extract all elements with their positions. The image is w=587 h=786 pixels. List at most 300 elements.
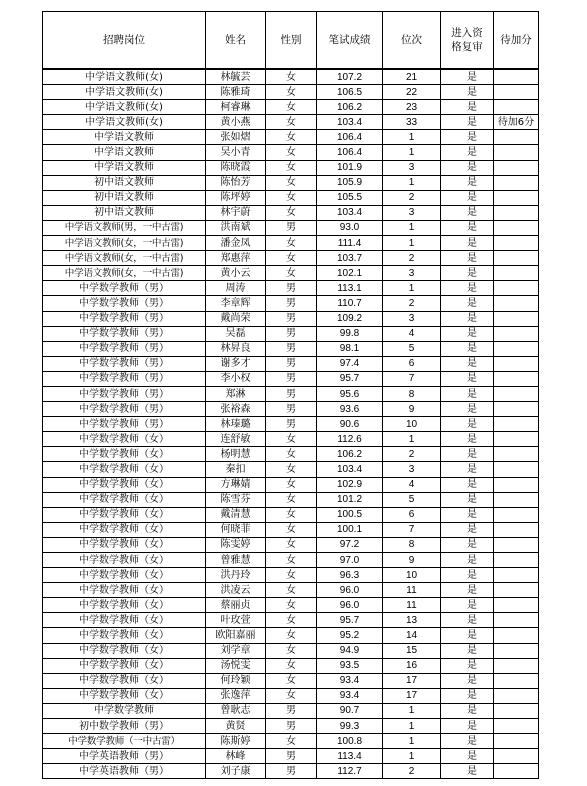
row-bonus-cell bbox=[494, 402, 539, 417]
row-name-cell: 刘子康 bbox=[206, 764, 266, 779]
row-rank-cell: 2 bbox=[383, 190, 441, 205]
row-score-cell: 105.5 bbox=[317, 190, 383, 205]
row-post-cell: 中学数学教师（女） bbox=[43, 643, 206, 658]
row-rank-cell: 1 bbox=[383, 432, 441, 447]
row-qualified-cell bbox=[441, 266, 494, 281]
qualified-value: 是 bbox=[467, 403, 477, 415]
table-row bbox=[43, 658, 539, 673]
row-bonus-cell bbox=[494, 145, 539, 160]
row-bonus-cell bbox=[494, 477, 539, 492]
row-bonus-cell bbox=[494, 432, 539, 447]
row-score-cell: 96.3 bbox=[317, 568, 383, 583]
row-rank-cell: 3 bbox=[383, 205, 441, 220]
row-rank-cell: 3 bbox=[383, 462, 441, 477]
row-rank-cell: 21 bbox=[383, 69, 441, 85]
row-qualified-cell bbox=[441, 281, 494, 296]
table-row bbox=[43, 537, 539, 552]
row-post-cell: 中学英语教师（男） bbox=[43, 749, 206, 764]
row-score-cell: 95.7 bbox=[317, 613, 383, 628]
row-sex-cell: 女 bbox=[266, 688, 317, 703]
row-sex-cell: 女 bbox=[266, 160, 317, 175]
row-post-cell: 初中语文教师 bbox=[43, 205, 206, 220]
row-score-cell: 99.3 bbox=[317, 719, 383, 734]
row-qualified-cell bbox=[441, 583, 494, 598]
table-row bbox=[43, 356, 539, 371]
row-bonus-cell bbox=[494, 85, 539, 100]
table-row bbox=[43, 598, 539, 613]
row-name-cell: 蔡丽贞 bbox=[206, 598, 266, 613]
row-name-cell: 陈斯婷 bbox=[206, 734, 266, 749]
table-row bbox=[43, 673, 539, 688]
row-rank-cell: 5 bbox=[383, 341, 441, 356]
row-sex-cell: 女 bbox=[266, 69, 317, 85]
row-name-cell: 陈怡芳 bbox=[206, 175, 266, 190]
row-score-cell: 106.5 bbox=[317, 85, 383, 100]
row-score-cell: 98.1 bbox=[317, 341, 383, 356]
row-rank-cell: 11 bbox=[383, 598, 441, 613]
row-name-cell: 汤悦雯 bbox=[206, 658, 266, 673]
row-score-cell: 113.4 bbox=[317, 749, 383, 764]
row-score-cell: 93.4 bbox=[317, 673, 383, 688]
row-sex-cell: 女 bbox=[266, 492, 317, 507]
qualified-value: 是 bbox=[467, 418, 477, 430]
row-name-cell: 林峰 bbox=[206, 749, 266, 764]
qualified-value: 是 bbox=[467, 358, 477, 370]
row-rank-cell: 9 bbox=[383, 553, 441, 568]
row-rank-cell: 6 bbox=[383, 356, 441, 371]
qualified-value: 是 bbox=[467, 147, 477, 159]
row-bonus-cell bbox=[494, 190, 539, 205]
row-name-cell: 刘学章 bbox=[206, 643, 266, 658]
row-bonus-cell bbox=[494, 386, 539, 401]
row-rank-cell: 3 bbox=[383, 160, 441, 175]
row-sex-cell: 女 bbox=[266, 553, 317, 568]
row-rank-cell: 7 bbox=[383, 522, 441, 537]
row-sex-cell: 女 bbox=[266, 477, 317, 492]
table-row bbox=[43, 175, 539, 190]
row-name-cell: 曾雅慧 bbox=[206, 553, 266, 568]
row-name-cell: 叶玫萱 bbox=[206, 613, 266, 628]
table-row bbox=[43, 326, 539, 341]
table-row bbox=[43, 628, 539, 643]
table-row bbox=[43, 115, 539, 130]
row-qualified-cell bbox=[441, 703, 494, 718]
row-rank-cell: 4 bbox=[383, 326, 441, 341]
row-bonus-cell bbox=[494, 583, 539, 598]
row-post-cell: 中学语文教师 bbox=[43, 160, 206, 175]
row-name-cell: 陈雯婷 bbox=[206, 537, 266, 552]
table-row bbox=[43, 205, 539, 220]
qualified-value: 是 bbox=[467, 448, 477, 460]
row-post-cell: 中学数学教师（女） bbox=[43, 537, 206, 552]
row-name-cell: 戴尚荣 bbox=[206, 311, 266, 326]
row-name-cell: 洪凌云 bbox=[206, 583, 266, 598]
row-name-cell: 吴小青 bbox=[206, 145, 266, 160]
table-row bbox=[43, 371, 539, 386]
qualified-value: 是 bbox=[467, 71, 477, 83]
row-rank-cell: 13 bbox=[383, 613, 441, 628]
table-row bbox=[43, 553, 539, 568]
row-score-cell: 103.4 bbox=[317, 205, 383, 220]
table-row bbox=[43, 719, 539, 734]
row-post-cell: 中学数学教师（女） bbox=[43, 568, 206, 583]
row-sex-cell: 女 bbox=[266, 537, 317, 552]
row-qualified-cell bbox=[441, 296, 494, 311]
row-score-cell: 97.2 bbox=[317, 537, 383, 552]
row-post-cell: 中学数学教师（女） bbox=[43, 477, 206, 492]
row-score-cell: 90.7 bbox=[317, 703, 383, 718]
table-row bbox=[43, 613, 539, 628]
row-qualified-cell bbox=[441, 236, 494, 251]
row-rank-cell: 9 bbox=[383, 402, 441, 417]
row-sex-cell: 女 bbox=[266, 583, 317, 598]
row-qualified-cell bbox=[441, 432, 494, 447]
row-qualified-cell bbox=[441, 417, 494, 432]
row-rank-cell: 15 bbox=[383, 643, 441, 658]
row-name-cell: 杨明慧 bbox=[206, 447, 266, 462]
row-post-cell: 中学数学教师（女） bbox=[43, 432, 206, 447]
qualified-value: 是 bbox=[467, 524, 477, 536]
row-rank-cell: 1 bbox=[383, 130, 441, 145]
qualified-value: 是 bbox=[467, 690, 477, 702]
row-bonus-cell bbox=[494, 719, 539, 734]
row-bonus-cell bbox=[494, 643, 539, 658]
row-qualified-cell bbox=[441, 673, 494, 688]
row-bonus-cell bbox=[494, 447, 539, 462]
row-bonus-cell bbox=[494, 628, 539, 643]
row-score-cell: 106.2 bbox=[317, 447, 383, 462]
row-post-cell: 中学数学教师（男） bbox=[43, 281, 206, 296]
row-post-cell: 中学数学教师（女） bbox=[43, 673, 206, 688]
row-rank-cell: 23 bbox=[383, 100, 441, 115]
row-bonus-cell bbox=[494, 311, 539, 326]
row-rank-cell: 1 bbox=[383, 719, 441, 734]
table-row bbox=[43, 477, 539, 492]
row-bonus-cell bbox=[494, 688, 539, 703]
row-bonus-cell bbox=[494, 220, 539, 235]
row-sex-cell: 女 bbox=[266, 85, 317, 100]
row-sex-cell: 女 bbox=[266, 568, 317, 583]
row-rank-cell: 3 bbox=[383, 311, 441, 326]
row-bonus-cell bbox=[494, 417, 539, 432]
table-row bbox=[43, 703, 539, 718]
row-name-cell: 谢多才 bbox=[206, 356, 266, 371]
row-post-cell: 中学数学教师（男） bbox=[43, 417, 206, 432]
row-name-cell: 李小权 bbox=[206, 371, 266, 386]
row-name-cell: 陈坪婷 bbox=[206, 190, 266, 205]
table-row bbox=[43, 734, 539, 749]
row-rank-cell: 33 bbox=[383, 115, 441, 130]
qualified-value: 是 bbox=[467, 630, 477, 642]
row-sex-cell: 女 bbox=[266, 507, 317, 522]
row-score-cell: 103.4 bbox=[317, 115, 383, 130]
row-score-cell: 112.6 bbox=[317, 432, 383, 447]
row-post-cell: 中学语文教师(女) bbox=[43, 100, 206, 115]
row-rank-cell: 14 bbox=[383, 628, 441, 643]
row-qualified-cell bbox=[441, 251, 494, 266]
row-post-cell: 中学数学教师（女） bbox=[43, 583, 206, 598]
row-score-cell: 99.8 bbox=[317, 326, 383, 341]
row-rank-cell: 8 bbox=[383, 386, 441, 401]
table-row bbox=[43, 749, 539, 764]
row-score-cell: 107.2 bbox=[317, 69, 383, 85]
row-bonus-cell bbox=[494, 130, 539, 145]
qualified-value: 是 bbox=[467, 86, 477, 98]
row-bonus-cell bbox=[494, 522, 539, 537]
row-score-cell: 95.6 bbox=[317, 386, 383, 401]
row-score-cell: 103.4 bbox=[317, 462, 383, 477]
row-qualified-cell bbox=[441, 85, 494, 100]
row-name-cell: 郑惠萍 bbox=[206, 251, 266, 266]
row-post-cell: 中学数学教师（男） bbox=[43, 341, 206, 356]
row-score-cell: 93.0 bbox=[317, 220, 383, 235]
qualified-value: 是 bbox=[467, 645, 477, 657]
row-sex-cell: 女 bbox=[266, 734, 317, 749]
qualified-value: 是 bbox=[467, 297, 477, 309]
row-bonus-cell bbox=[494, 341, 539, 356]
qualified-value: 是 bbox=[467, 660, 477, 672]
row-bonus-cell bbox=[494, 69, 539, 85]
row-qualified-cell bbox=[441, 568, 494, 583]
row-rank-cell: 2 bbox=[383, 447, 441, 462]
row-bonus-cell: 待加6分 bbox=[494, 115, 539, 130]
table-row bbox=[43, 417, 539, 432]
row-score-cell: 103.7 bbox=[317, 251, 383, 266]
row-score-cell: 111.4 bbox=[317, 236, 383, 251]
row-qualified-cell bbox=[441, 311, 494, 326]
row-post-cell: 中学数学教师（男） bbox=[43, 326, 206, 341]
qualified-value: 是 bbox=[467, 569, 477, 581]
row-qualified-cell bbox=[441, 220, 494, 235]
row-name-cell: 林昇良 bbox=[206, 341, 266, 356]
row-bonus-cell bbox=[494, 266, 539, 281]
row-name-cell: 黄小云 bbox=[206, 266, 266, 281]
row-sex-cell: 男 bbox=[266, 341, 317, 356]
qualified-value: 是 bbox=[467, 584, 477, 596]
table-row bbox=[43, 311, 539, 326]
qualified-value: 是 bbox=[467, 539, 477, 551]
row-qualified-cell bbox=[441, 598, 494, 613]
row-sex-cell: 男 bbox=[266, 326, 317, 341]
row-qualified-cell bbox=[441, 553, 494, 568]
row-sex-cell: 女 bbox=[266, 462, 317, 477]
row-post-cell: 中学语文教师(女，一中古雷) bbox=[43, 236, 206, 251]
row-post-cell: 中学数学教师（男） bbox=[43, 296, 206, 311]
row-rank-cell: 1 bbox=[383, 703, 441, 718]
row-name-cell: 周涛 bbox=[206, 281, 266, 296]
row-rank-cell: 10 bbox=[383, 417, 441, 432]
row-qualified-cell bbox=[441, 145, 494, 160]
row-post-cell: 中学数学教师（男） bbox=[43, 402, 206, 417]
qualified-value: 是 bbox=[467, 162, 477, 174]
table-header bbox=[43, 12, 539, 70]
row-post-cell: 中学英语教师（男） bbox=[43, 764, 206, 779]
row-score-cell: 106.4 bbox=[317, 145, 383, 160]
row-rank-cell: 22 bbox=[383, 85, 441, 100]
row-name-cell: 黄小燕 bbox=[206, 115, 266, 130]
row-score-cell: 100.5 bbox=[317, 507, 383, 522]
results-table bbox=[42, 11, 539, 779]
table-row bbox=[43, 281, 539, 296]
row-bonus-cell bbox=[494, 160, 539, 175]
row-post-cell: 中学数学教师（男） bbox=[43, 386, 206, 401]
row-post-cell: 中学数学教师（女） bbox=[43, 658, 206, 673]
row-post-cell: 中学语文教师(女，一中古雷) bbox=[43, 251, 206, 266]
row-bonus-cell bbox=[494, 507, 539, 522]
row-post-cell: 中学数学教师 bbox=[43, 703, 206, 718]
row-name-cell: 张裕森 bbox=[206, 402, 266, 417]
row-post-cell: 中学数学教师（一中古雷） bbox=[43, 734, 206, 749]
row-qualified-cell bbox=[441, 402, 494, 417]
row-sex-cell: 男 bbox=[266, 281, 317, 296]
row-score-cell: 93.4 bbox=[317, 688, 383, 703]
row-sex-cell: 男 bbox=[266, 371, 317, 386]
row-post-cell: 中学语文教师 bbox=[43, 130, 206, 145]
row-qualified-cell bbox=[441, 160, 494, 175]
table-row bbox=[43, 100, 539, 115]
row-rank-cell: 1 bbox=[383, 236, 441, 251]
qualified-value: 是 bbox=[467, 343, 477, 355]
qualified-value: 是 bbox=[467, 463, 477, 475]
row-qualified-cell bbox=[441, 507, 494, 522]
row-sex-cell: 男 bbox=[266, 703, 317, 718]
row-post-cell: 中学语文教师(女) bbox=[43, 69, 206, 85]
qualified-value: 是 bbox=[467, 313, 477, 325]
row-sex-cell: 男 bbox=[266, 311, 317, 326]
row-post-cell: 中学语文教师(女) bbox=[43, 85, 206, 100]
row-qualified-cell bbox=[441, 205, 494, 220]
header-rank: 位次 bbox=[383, 12, 441, 70]
row-qualified-cell bbox=[441, 492, 494, 507]
row-post-cell: 中学数学教师（女） bbox=[43, 492, 206, 507]
table-row bbox=[43, 130, 539, 145]
row-rank-cell: 1 bbox=[383, 175, 441, 190]
row-score-cell: 97.0 bbox=[317, 553, 383, 568]
row-sex-cell: 女 bbox=[266, 190, 317, 205]
row-score-cell: 101.9 bbox=[317, 160, 383, 175]
table-row bbox=[43, 341, 539, 356]
row-post-cell: 中学数学教师（男） bbox=[43, 371, 206, 386]
row-bonus-cell bbox=[494, 703, 539, 718]
row-sex-cell: 男 bbox=[266, 296, 317, 311]
row-score-cell: 100.8 bbox=[317, 734, 383, 749]
row-score-cell: 112.7 bbox=[317, 764, 383, 779]
row-sex-cell: 女 bbox=[266, 175, 317, 190]
row-sex-cell: 男 bbox=[266, 356, 317, 371]
row-post-cell: 中学数学教师（女） bbox=[43, 522, 206, 537]
table-row bbox=[43, 432, 539, 447]
table-row bbox=[43, 160, 539, 175]
qualified-value: 是 bbox=[467, 765, 477, 777]
row-post-cell: 中学数学教师（女） bbox=[43, 598, 206, 613]
row-post-cell: 中学数学教师（女） bbox=[43, 688, 206, 703]
table-row bbox=[43, 386, 539, 401]
row-post-cell: 初中语文教师 bbox=[43, 190, 206, 205]
table-row bbox=[43, 85, 539, 100]
header-score: 笔试成绩 bbox=[317, 12, 383, 70]
row-sex-cell: 男 bbox=[266, 764, 317, 779]
row-bonus-cell bbox=[494, 356, 539, 371]
row-qualified-cell bbox=[441, 371, 494, 386]
row-rank-cell: 4 bbox=[383, 477, 441, 492]
row-post-cell: 中学数学教师（女） bbox=[43, 462, 206, 477]
row-sex-cell: 女 bbox=[266, 658, 317, 673]
row-name-cell: 林瑧璐 bbox=[206, 417, 266, 432]
row-bonus-cell bbox=[494, 236, 539, 251]
row-bonus-cell bbox=[494, 598, 539, 613]
row-qualified-cell bbox=[441, 462, 494, 477]
row-post-cell: 初中语文教师 bbox=[43, 175, 206, 190]
row-name-cell: 张如熠 bbox=[206, 130, 266, 145]
row-sex-cell: 男 bbox=[266, 749, 317, 764]
row-bonus-cell bbox=[494, 553, 539, 568]
qualified-value: 是 bbox=[467, 207, 477, 219]
row-sex-cell: 女 bbox=[266, 643, 317, 658]
row-score-cell: 96.0 bbox=[317, 598, 383, 613]
qualified-value: 是 bbox=[467, 192, 477, 204]
row-score-cell: 106.4 bbox=[317, 130, 383, 145]
row-name-cell: 何晓菲 bbox=[206, 522, 266, 537]
row-sex-cell: 女 bbox=[266, 628, 317, 643]
row-score-cell: 102.1 bbox=[317, 266, 383, 281]
table-row bbox=[43, 236, 539, 251]
row-bonus-cell bbox=[494, 175, 539, 190]
table-row bbox=[43, 568, 539, 583]
qualified-value: 是 bbox=[467, 705, 477, 717]
row-qualified-cell bbox=[441, 326, 494, 341]
row-qualified-cell bbox=[441, 643, 494, 658]
row-qualified-cell bbox=[441, 749, 494, 764]
row-sex-cell: 女 bbox=[266, 432, 317, 447]
row-sex-cell: 女 bbox=[266, 522, 317, 537]
qualified-value: 是 bbox=[467, 373, 477, 385]
row-rank-cell: 6 bbox=[383, 507, 441, 522]
qualified-value: 是 bbox=[467, 479, 477, 491]
row-name-cell: 潘金凤 bbox=[206, 236, 266, 251]
table-row bbox=[43, 266, 539, 281]
row-rank-cell: 3 bbox=[383, 266, 441, 281]
row-qualified-cell bbox=[441, 613, 494, 628]
row-bonus-cell bbox=[494, 326, 539, 341]
qualified-value: 是 bbox=[467, 328, 477, 340]
row-bonus-cell bbox=[494, 749, 539, 764]
table-row bbox=[43, 643, 539, 658]
row-post-cell: 中学数学教师（女） bbox=[43, 507, 206, 522]
qualified-value: 是 bbox=[467, 222, 477, 234]
row-name-cell: 李章辉 bbox=[206, 296, 266, 311]
row-bonus-cell bbox=[494, 568, 539, 583]
row-qualified-cell bbox=[441, 69, 494, 85]
table-row bbox=[43, 462, 539, 477]
qualified-value: 是 bbox=[467, 750, 477, 762]
header-qualified: 进入资格复审 bbox=[441, 12, 494, 70]
row-sex-cell: 男 bbox=[266, 386, 317, 401]
row-post-cell: 初中数学教师（男） bbox=[43, 719, 206, 734]
row-score-cell: 106.2 bbox=[317, 100, 383, 115]
row-name-cell: 欧阳嘉丽 bbox=[206, 628, 266, 643]
row-post-cell: 中学数学教师（女） bbox=[43, 447, 206, 462]
row-score-cell: 97.4 bbox=[317, 356, 383, 371]
row-sex-cell: 女 bbox=[266, 205, 317, 220]
row-score-cell: 90.6 bbox=[317, 417, 383, 432]
row-qualified-cell bbox=[441, 764, 494, 779]
table-row bbox=[43, 251, 539, 266]
row-sex-cell: 男 bbox=[266, 417, 317, 432]
row-name-cell: 方琳婧 bbox=[206, 477, 266, 492]
qualified-value: 是 bbox=[467, 509, 477, 521]
row-score-cell: 100.1 bbox=[317, 522, 383, 537]
row-bonus-cell bbox=[494, 251, 539, 266]
